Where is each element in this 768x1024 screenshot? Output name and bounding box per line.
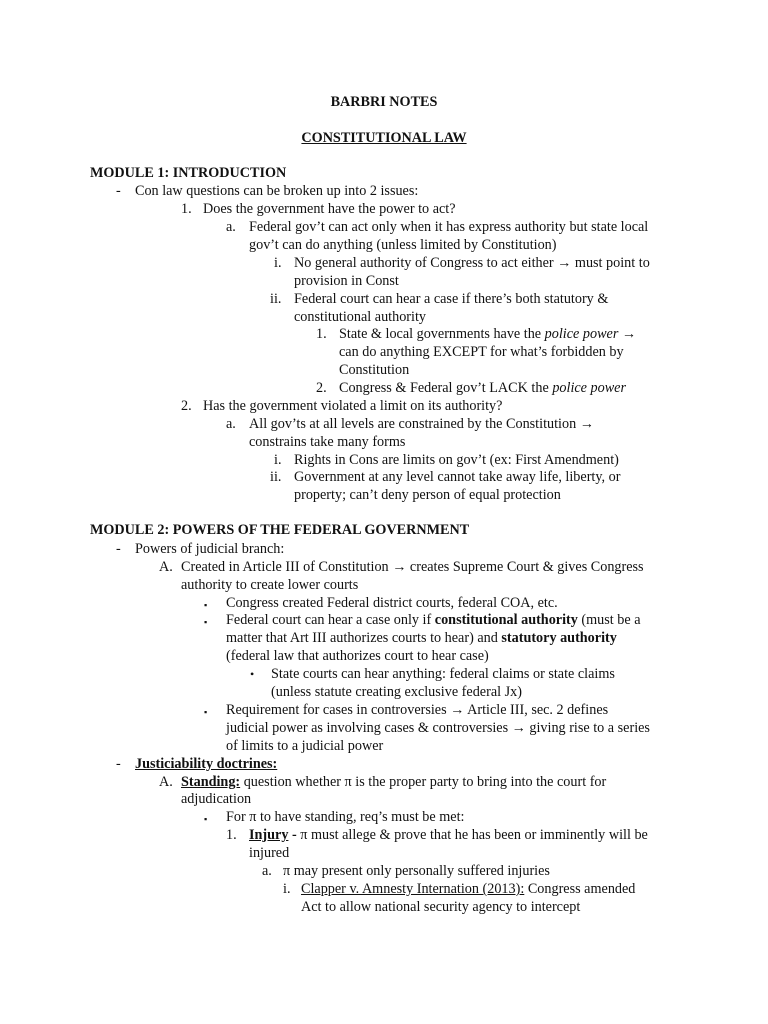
note-line: injured bbox=[249, 845, 290, 861]
text-run: Congress & Federal gov’t LACK the bbox=[339, 380, 553, 396]
square-bullet-icon: ▪ bbox=[204, 814, 208, 824]
note-line: Requirement for cases in controversies → Article III, sec. 2 defines bbox=[226, 702, 609, 718]
note-line: Federal court can hear a case if there’s both statutory & bbox=[294, 291, 609, 307]
dash-marker: - bbox=[116, 756, 121, 772]
case-citation: Clapper v. Amnesty Internation (2013): bbox=[301, 881, 525, 897]
note-line: No general authority of Congress to act either → must point to bbox=[294, 255, 650, 271]
note-line: State courts can hear anything: federal claims or state claims bbox=[271, 666, 615, 682]
note-line: judicial power as involving cases & controversies → giving rise to a series bbox=[226, 720, 650, 736]
note-line bbox=[339, 325, 636, 343]
note-line bbox=[226, 629, 617, 647]
module1-heading: MODULE 1: INTRODUCTION bbox=[90, 165, 287, 181]
note-line: Congress created Federal district courts, federal COA, etc. bbox=[226, 595, 558, 611]
roman-marker: i. bbox=[274, 452, 282, 468]
note-line: adjudication bbox=[181, 791, 252, 807]
note-line: Does the government have the power to act? bbox=[203, 201, 456, 217]
letter-marker: A. bbox=[159, 774, 173, 790]
text-run: (must be a bbox=[577, 612, 641, 628]
note-line: constitutional authority bbox=[294, 309, 427, 325]
note-line: All gov’ts at all levels are constrained by the Constitution → bbox=[249, 416, 594, 432]
square-bullet-icon: ▪ bbox=[204, 600, 208, 610]
text-run: Congress amended bbox=[524, 881, 636, 897]
roman-marker: i. bbox=[274, 255, 282, 271]
note-line bbox=[339, 379, 626, 397]
italic-term: police power bbox=[544, 326, 619, 342]
text-run: State & local governments have the bbox=[339, 326, 545, 342]
note-line: can do anything EXCEPT for what’s forbidden by bbox=[339, 344, 624, 360]
letter-marker: a. bbox=[226, 416, 236, 432]
dash-marker: - bbox=[116, 183, 121, 199]
note-line: authority to create lower courts bbox=[181, 577, 359, 593]
note-line bbox=[181, 773, 606, 791]
letter-marker: a. bbox=[262, 863, 272, 879]
number-marker: 2. bbox=[316, 380, 327, 396]
note-line: Act to allow national security agency to intercept bbox=[301, 899, 581, 915]
bold-term: Injury bbox=[249, 827, 289, 843]
note-line: Created in Article III of Constitution → creates Supreme Court & gives Congress bbox=[181, 559, 644, 575]
square-bullet-icon: ▪ bbox=[204, 707, 208, 717]
note-line: Federal gov’t can act only when it has express authority but state local bbox=[249, 219, 649, 235]
note-line: Constitution bbox=[339, 362, 410, 378]
text-run: matter that Art III authorizes courts to hear) and bbox=[226, 630, 502, 646]
note-line: of limits to a judicial power bbox=[226, 738, 384, 754]
note-line: For π to have standing, req’s must be met: bbox=[226, 809, 465, 825]
roman-marker: ii. bbox=[270, 291, 282, 307]
note-line bbox=[301, 880, 635, 898]
bold-term: - bbox=[288, 827, 297, 843]
note-line: property; can’t deny person of equal protection bbox=[294, 487, 561, 503]
doc-title: BARBRI NOTES bbox=[330, 94, 438, 110]
dash-marker: - bbox=[116, 541, 121, 557]
note-line: π may present only personally suffered injuries bbox=[283, 863, 550, 879]
note-line: constrains take many forms bbox=[249, 434, 406, 450]
roman-marker: ii. bbox=[270, 469, 282, 485]
note-line: Powers of judicial branch: bbox=[135, 541, 285, 557]
note-line: Rights in Cons are limits on gov’t (ex: First Amendment) bbox=[294, 452, 619, 468]
arrow-run: → bbox=[618, 326, 637, 342]
note-line: Con law questions can be broken up into 2 issues: bbox=[135, 183, 419, 199]
bold-term: statutory authority bbox=[501, 630, 617, 646]
round-bullet-icon: • bbox=[250, 667, 255, 681]
number-marker: 2. bbox=[181, 398, 192, 414]
italic-term: police power bbox=[552, 380, 626, 396]
note-line: Government at any level cannot take away life, liberty, or bbox=[294, 469, 621, 485]
bold-term: Standing: bbox=[181, 774, 241, 790]
number-marker: 1. bbox=[316, 326, 327, 342]
module2-heading: MODULE 2: POWERS OF THE FEDERAL GOVERNMENT bbox=[90, 522, 470, 538]
number-marker: 1. bbox=[226, 827, 237, 843]
square-bullet-icon: ▪ bbox=[204, 617, 208, 627]
note-line: (unless statute creating exclusive federal Jx) bbox=[271, 684, 522, 700]
note-line: Has the government violated a limit on its authority? bbox=[203, 398, 503, 414]
number-marker: 1. bbox=[181, 201, 192, 217]
doc-subtitle: CONSTITUTIONAL LAW bbox=[301, 130, 467, 146]
note-line bbox=[249, 826, 648, 844]
text-run: π must allege & prove that he has been or imminently will be bbox=[296, 827, 648, 843]
roman-marker: i. bbox=[283, 881, 291, 897]
note-line: provision in Const bbox=[294, 273, 399, 289]
bold-term: constitutional authority bbox=[434, 612, 578, 628]
note-line: (federal law that authorizes court to hear case) bbox=[226, 648, 489, 664]
letter-marker: a. bbox=[226, 219, 236, 235]
note-line bbox=[226, 611, 641, 629]
section-heading: Justiciability doctrines: bbox=[135, 756, 278, 772]
text-run: question whether π is the proper party to bring into the court for bbox=[240, 774, 607, 790]
text-run: Federal court can hear a case only if bbox=[226, 612, 435, 628]
note-line: gov’t can do anything (unless limited by Constitution) bbox=[249, 237, 557, 253]
letter-marker: A. bbox=[159, 559, 173, 575]
